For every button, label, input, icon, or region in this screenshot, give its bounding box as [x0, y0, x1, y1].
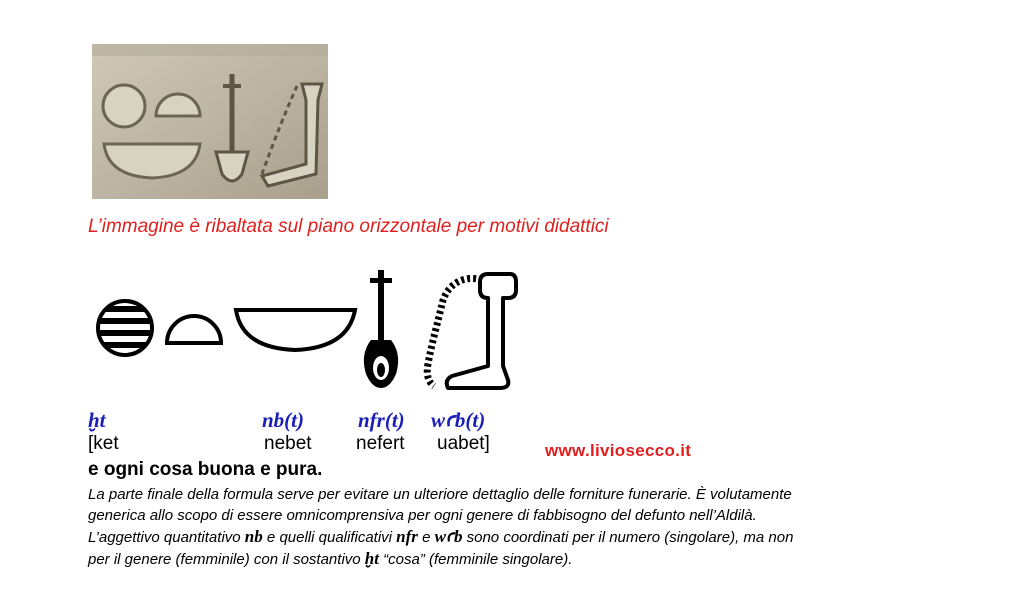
translit-wabt: wꜥb(t) — [431, 408, 486, 432]
water-jug-icon — [427, 274, 516, 388]
text-run: e — [417, 529, 435, 546]
pron-nefert: nefert — [356, 433, 405, 454]
text-run: sono coordinati per il numero (singolare), ma non — [462, 529, 794, 546]
pron-uabet: uabet] — [437, 433, 490, 454]
translit-inline: nfr — [396, 527, 418, 546]
explanation-paragraph — [88, 484, 988, 570]
website-link[interactable]: www.liviosecco.it — [545, 441, 692, 460]
text-run: “cosa” (femminile singolare). — [378, 551, 573, 568]
image-caption: L’immagine è ribaltata sul piano orizzontale per motivi didattici — [88, 216, 609, 237]
hieroglyph-drawing — [90, 268, 530, 398]
translit-ht: ḫt — [88, 408, 106, 432]
text-run: e quelli qualificativi — [262, 529, 397, 546]
hieroglyph-relief-photo — [92, 44, 328, 199]
paragraph-line — [88, 526, 988, 548]
placenta-sign-icon — [95, 301, 155, 355]
paragraph-line — [88, 548, 988, 570]
translit-nbt: nb(t) — [262, 408, 304, 432]
bread-loaf-icon — [167, 316, 221, 343]
translit-inline: nb — [244, 527, 263, 546]
translation: e ogni cosa buona e pura. — [88, 459, 323, 480]
translit-inline: wꜥb — [434, 527, 463, 546]
text-run: per il genere (femminile) con il sostantivo — [88, 551, 365, 568]
pron-ket: [ket — [88, 433, 119, 454]
paragraph-line: generica allo scopo di essere omnicomprensiva per ogni genere di fabbisogno del defunto nell’Aldilà. — [88, 507, 757, 524]
translit-nfrt: nfr(t) — [358, 408, 405, 432]
basket-icon — [236, 310, 355, 350]
pron-nebet: nebet — [264, 433, 312, 454]
heart-windpipe-icon — [364, 270, 398, 388]
paragraph-line: La parte finale della formula serve per evitare un ulteriore dettaglio delle forniture funerarie. È volutamente — [88, 486, 792, 503]
text-run: L’aggettivo quantitativo — [88, 529, 245, 546]
translit-inline: ḫt — [364, 549, 379, 568]
